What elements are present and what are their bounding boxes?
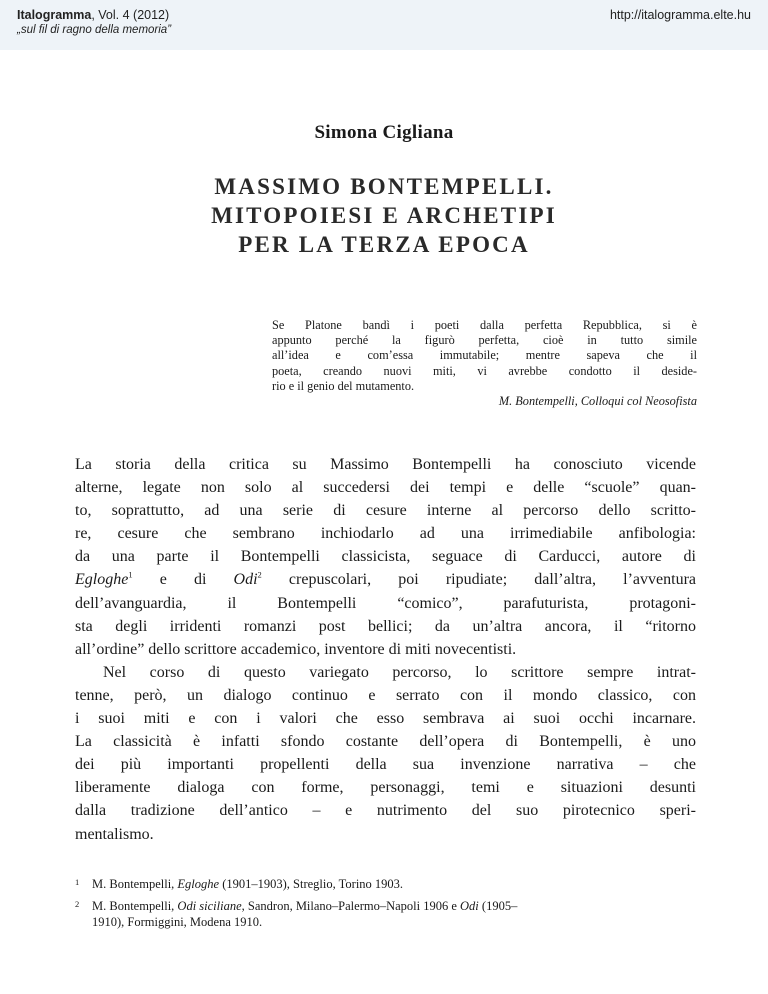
text-line: sta degli irridenti romanzi post bellici; da un’altra ancora, il “ritorno [75,617,696,635]
work-title: Egloghe [177,877,220,891]
journal-motto: „sul fil di ragno della memoria” [17,24,172,36]
article-title [0,172,768,259]
text-line: dell’avanguardia, il Bontempelli “comico”, parafuturista, protagoni- [75,594,696,612]
text-line: mentalismo. [75,825,154,843]
text-line [75,568,696,591]
text-fragment: e di [132,571,234,589]
text-line: dei più importanti propellenti della sua invenzione narrativa – che [75,756,696,774]
text-line: tenne, però, un dialogo continuo e serrato con il mondo classico, con [75,686,696,704]
text-line: re, cesure che sembrano inchiodarlo ad una irrimediabile anfibologia: [75,525,696,543]
journal-name: Italogramma [17,8,92,22]
footnote-text: (1905– [478,899,518,913]
work-title: Odi [460,899,479,913]
work-title: Odi siciliane [177,899,242,913]
text-line: to, soprattutto, ad una serie di cesure interne al percorso dello scritto- [75,502,696,520]
title-line: PER LA TERZA EPOCA [238,232,530,257]
epigraph-line: rio e il genio del mutamento. [272,378,415,393]
footnote-mark: 1 [75,877,80,887]
text-line: liberamente dialoga con forme, personaggi, temi e situazioni desunti [75,779,696,797]
footnote-text: 1910), Formiggini, Modena 1910. [92,915,263,929]
text-line: La classicità è infatti sfondo costante dell’opera di Bontempelli, è uno [75,733,696,751]
text-line: all’ordine” dello scrittore accademico, inventore di miti novecentisti. [75,640,517,658]
footnote-text: , Sandron, Milano–Palermo–Napoli 1906 e [241,899,461,913]
article-author: Simona Cigliana [314,122,454,143]
text-fragment: crepuscolari, poi ripudiate; dall’altra, l’avventura [261,571,697,589]
title-line: MASSIMO BONTEMPELLI. [214,174,554,199]
body-text [75,453,696,846]
epigraph-citation: M. Bontempelli, Colloqui col Neosofista [498,394,697,409]
footnote-text: M. Bontempelli, [92,899,178,913]
journal-line [17,8,171,23]
footnote-text: M. Bontempelli, [92,877,178,891]
text-line: i suoi miti e con i valori che esso sembrava ai suoi occhi incarnare. [75,710,696,728]
footnote [75,876,705,892]
footnote-text: (1901–1903), Streglio, Torino 1903. [219,877,404,891]
journal-info [17,8,171,38]
footnote [75,898,705,930]
epigraph-line: Se Platone bandì i poeti dalla perfetta Repubblica, si è [272,318,697,332]
text-line: da una parte il Bontempelli classicista, seguace di Carducci, autore di [75,548,696,566]
work-title: Egloghe [75,571,129,589]
epigraph-line: poeta, creando nuovi miti, vi avrebbe condotto il deside- [272,363,697,378]
epigraph-line: all’idea e com’essa immutabile; mentre sapeva che il [272,348,697,363]
text-line: dalla tradizione dell’antico – e nutrimento del suo pirotecnico speri- [75,802,696,820]
footnote-mark: 2 [75,899,80,909]
work-title: Odi [233,571,258,589]
footnote-ref[interactable]: 1 [128,570,133,581]
epigraph [272,318,697,409]
text-line: alterne, legate non solo al succedersi dei tempi e delle “scuole” quan- [75,479,696,497]
site-url[interactable]: http://italogramma.elte.hu [609,8,751,22]
footnotes [75,876,705,930]
epigraph-line: appunto perché la figurò perfetta, cioè in tutto simile [272,333,697,348]
paragraph-1 [75,453,696,661]
title-line: MITOPOIESI E ARCHETIPI [211,203,557,228]
journal-volume: , Vol. 4 (2012) [91,8,170,22]
text-line: Nel corso di questo variegato percorso, lo scrittore sempre intrat- [103,663,696,681]
text-line: La storia della critica su Massimo Bontempelli ha conosciuto vicende [75,456,696,473]
paragraph-2 [75,661,696,846]
footnote-ref[interactable]: 2 [257,570,262,581]
